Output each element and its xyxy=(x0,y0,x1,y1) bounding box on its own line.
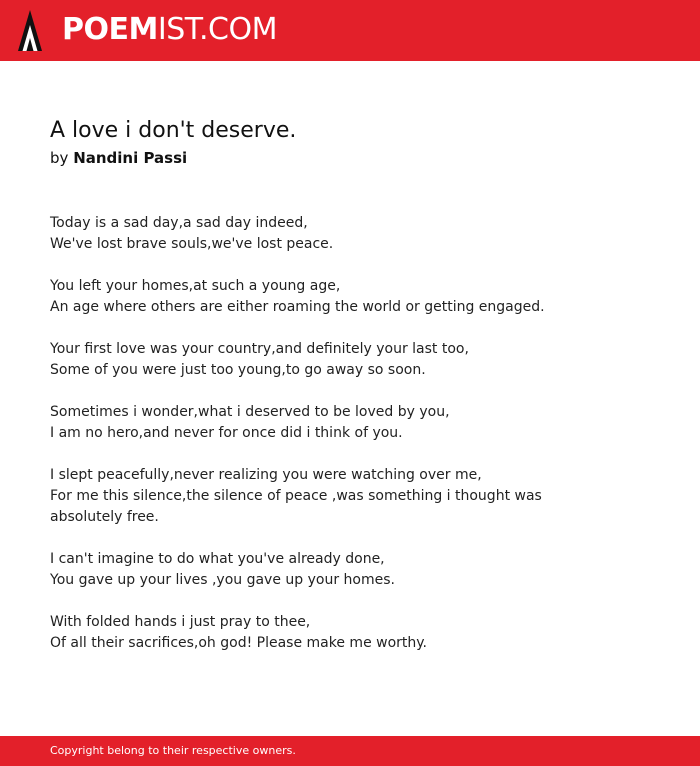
stanza xyxy=(50,549,650,591)
stanza xyxy=(50,465,650,528)
site-header xyxy=(0,0,700,61)
poem-line: I slept peacefully,never realizing you were watching over me, xyxy=(50,467,482,483)
poem-line: I am no hero,and never for once did i think of you. xyxy=(50,425,403,441)
logo-bold-text: POEM xyxy=(62,12,158,47)
poem-line: We've lost brave souls,we've lost peace. xyxy=(50,236,334,252)
site-footer xyxy=(0,736,700,766)
poem-line: absolutely free. xyxy=(50,509,159,525)
poem-line: You gave up your lives ,you gave up your homes. xyxy=(50,572,395,588)
poem-line: Sometimes i wonder,what i deserved to be loved by you, xyxy=(50,404,450,420)
copyright-text: Copyright belong to their respective owners. xyxy=(50,744,296,757)
poem-line: With folded hands i just pray to thee, xyxy=(50,614,311,630)
logo-light-text: IST.COM xyxy=(157,12,277,47)
stanza xyxy=(50,612,650,654)
poem-line: Some of you were just too young,to go away so soon. xyxy=(50,362,426,378)
poem-title: A love i don't deserve. xyxy=(50,118,297,143)
stanza xyxy=(50,402,650,444)
poem-line: An age where others are either roaming the world or getting engaged. xyxy=(50,299,545,315)
poem-body xyxy=(50,213,650,654)
poem-line: I can't imagine to do what you've already done, xyxy=(50,551,385,567)
poem-line: Today is a sad day,a sad day indeed, xyxy=(50,215,308,231)
site-logo[interactable] xyxy=(62,12,277,48)
pencil-icon[interactable] xyxy=(18,10,42,51)
poem-line: You left your homes,at such a young age, xyxy=(50,278,341,294)
poem-content xyxy=(50,116,650,675)
poem-line: For me this silence,the silence of peace ,was something i thought was xyxy=(50,488,542,504)
stanza xyxy=(50,339,650,381)
author-name: Nandini Passi xyxy=(73,149,188,167)
stanza xyxy=(50,276,650,318)
poem-line: Of all their sacrifices,oh god! Please make me worthy. xyxy=(50,635,428,651)
poem-line: Your first love was your country,and definitely your last too, xyxy=(50,341,469,357)
byline xyxy=(50,147,650,169)
stanza xyxy=(50,213,650,255)
by-label: by xyxy=(50,149,69,167)
